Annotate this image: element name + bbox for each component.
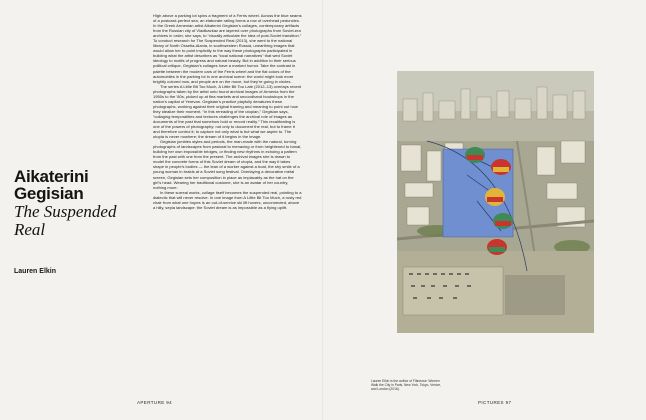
- article-body: [153, 13, 302, 210]
- folio-left: APERTURE 94: [137, 400, 173, 405]
- article-title-line-1: Aikaterini: [14, 167, 89, 186]
- body-paragraph: The series A Little Bit Too Much, A Little Bit Too Late (2012–13) overlays recent photographs taken by the artist onto found archival images of Armenia from the 1950s to the ’80s, picked up at flea markets and secondhand bookshops in the nation’s capital of Yerevan. Gegisian’s practice playfully denatures these photographs, working against their original framing and meaning to point out how they idealize their moment. “In this rereading of the utopian,” Gegisian says, “collaging temporalities and textures challenges the archival role of images as documents of the past that somehow hold or record reality.” This recalibrating is one of the powers of photography: not only to document the real, but to frame it and therefore control it; to capture not only what is but what we aspire to. The utopia is never nowhere; the dream of it begins in the image.: [153, 83, 302, 140]
- body-paragraph: Gegisian jumbles styles and periods, the man-made with the natural, turning photographs of landscapes from pastoral to menacing or from heightened to banal, building her own impossible bridges, or finding new rhythms in echoing a pattern from the past with one from the present. The archival images she is drawn to model the concrete forms of this Soviet dream of utopia, and the way it takes shape in people’s bodies — the lean of a worker against a boat, the shy smile of a young woman in braids at a Soviet song festival. Overlaying a decorative metal screen, Gegisian sets her composition in place as implacably as the hat on the girl’s head. Wearing her traditional costume, she is an avatar of her country, nothing more.: [153, 139, 302, 190]
- body-paragraph: In these surreal works, collage itself becomes the suspended real, pointing to a dialectic that will never resolve. In one image from A Little Bit Too Much, a rusty red chair from what one hopes is an out-of-service ski lift hovers, unconnected, above a hilly, sepia landscape: the Soviet dream is as impossible as a flying uplift.: [153, 189, 302, 210]
- right-page: [323, 0, 646, 420]
- collage-artwork-image: [397, 71, 594, 333]
- article-title-block: [14, 168, 144, 238]
- article-title-line-2: Gegisian: [14, 184, 84, 203]
- author-byline: Lauren Elkin: [14, 268, 57, 275]
- collage-illustration: [397, 71, 594, 333]
- body-paragraph: High above a parking lot spins a fragment of a Ferris wheel. Across the blue seams of a postcard-perfect sea, an elaborate railing forms a row of overhead peduncles. In the Greek Armenian artist Aikaterini Gegisian’s collages, contemporary artifacts from the Russian city of Vladikavkaz are layered over photographs from Soviet-era archives in order, she says, to “visually articulate the idea of post-Soviet transition.” To conduct research for The Suspended Real (2013), she went to the national library of North Ossetia-Alania, in southwestern Russia, unearthing images that would allow her to point implicitly to the way these photographs participated in building what the artist describes as “local national narratives” that wed Soviet ideology to motifs of progress and natural beauty. But in addition to their serious political critique, Gegisian’s collages have a marked humor. Take the contrast in palette between the modern cars of the Ferris wheel and the flat colors of the automobiles in the parking lot in one archival scene: the world might look more brightly colored now, and people are on the move, but they’re going in circles.: [153, 13, 302, 84]
- article-subtitle-line-1: The Suspended: [14, 202, 117, 221]
- folio-right: PICTURES 97: [478, 400, 512, 405]
- author-bio-caption: Lauren Elkin is the author of Flâneuse: Women Walk the City in Paris, New York, Tokyo, Venice, and London (2016).: [371, 379, 441, 392]
- article-subtitle-line-2: Real: [14, 220, 46, 239]
